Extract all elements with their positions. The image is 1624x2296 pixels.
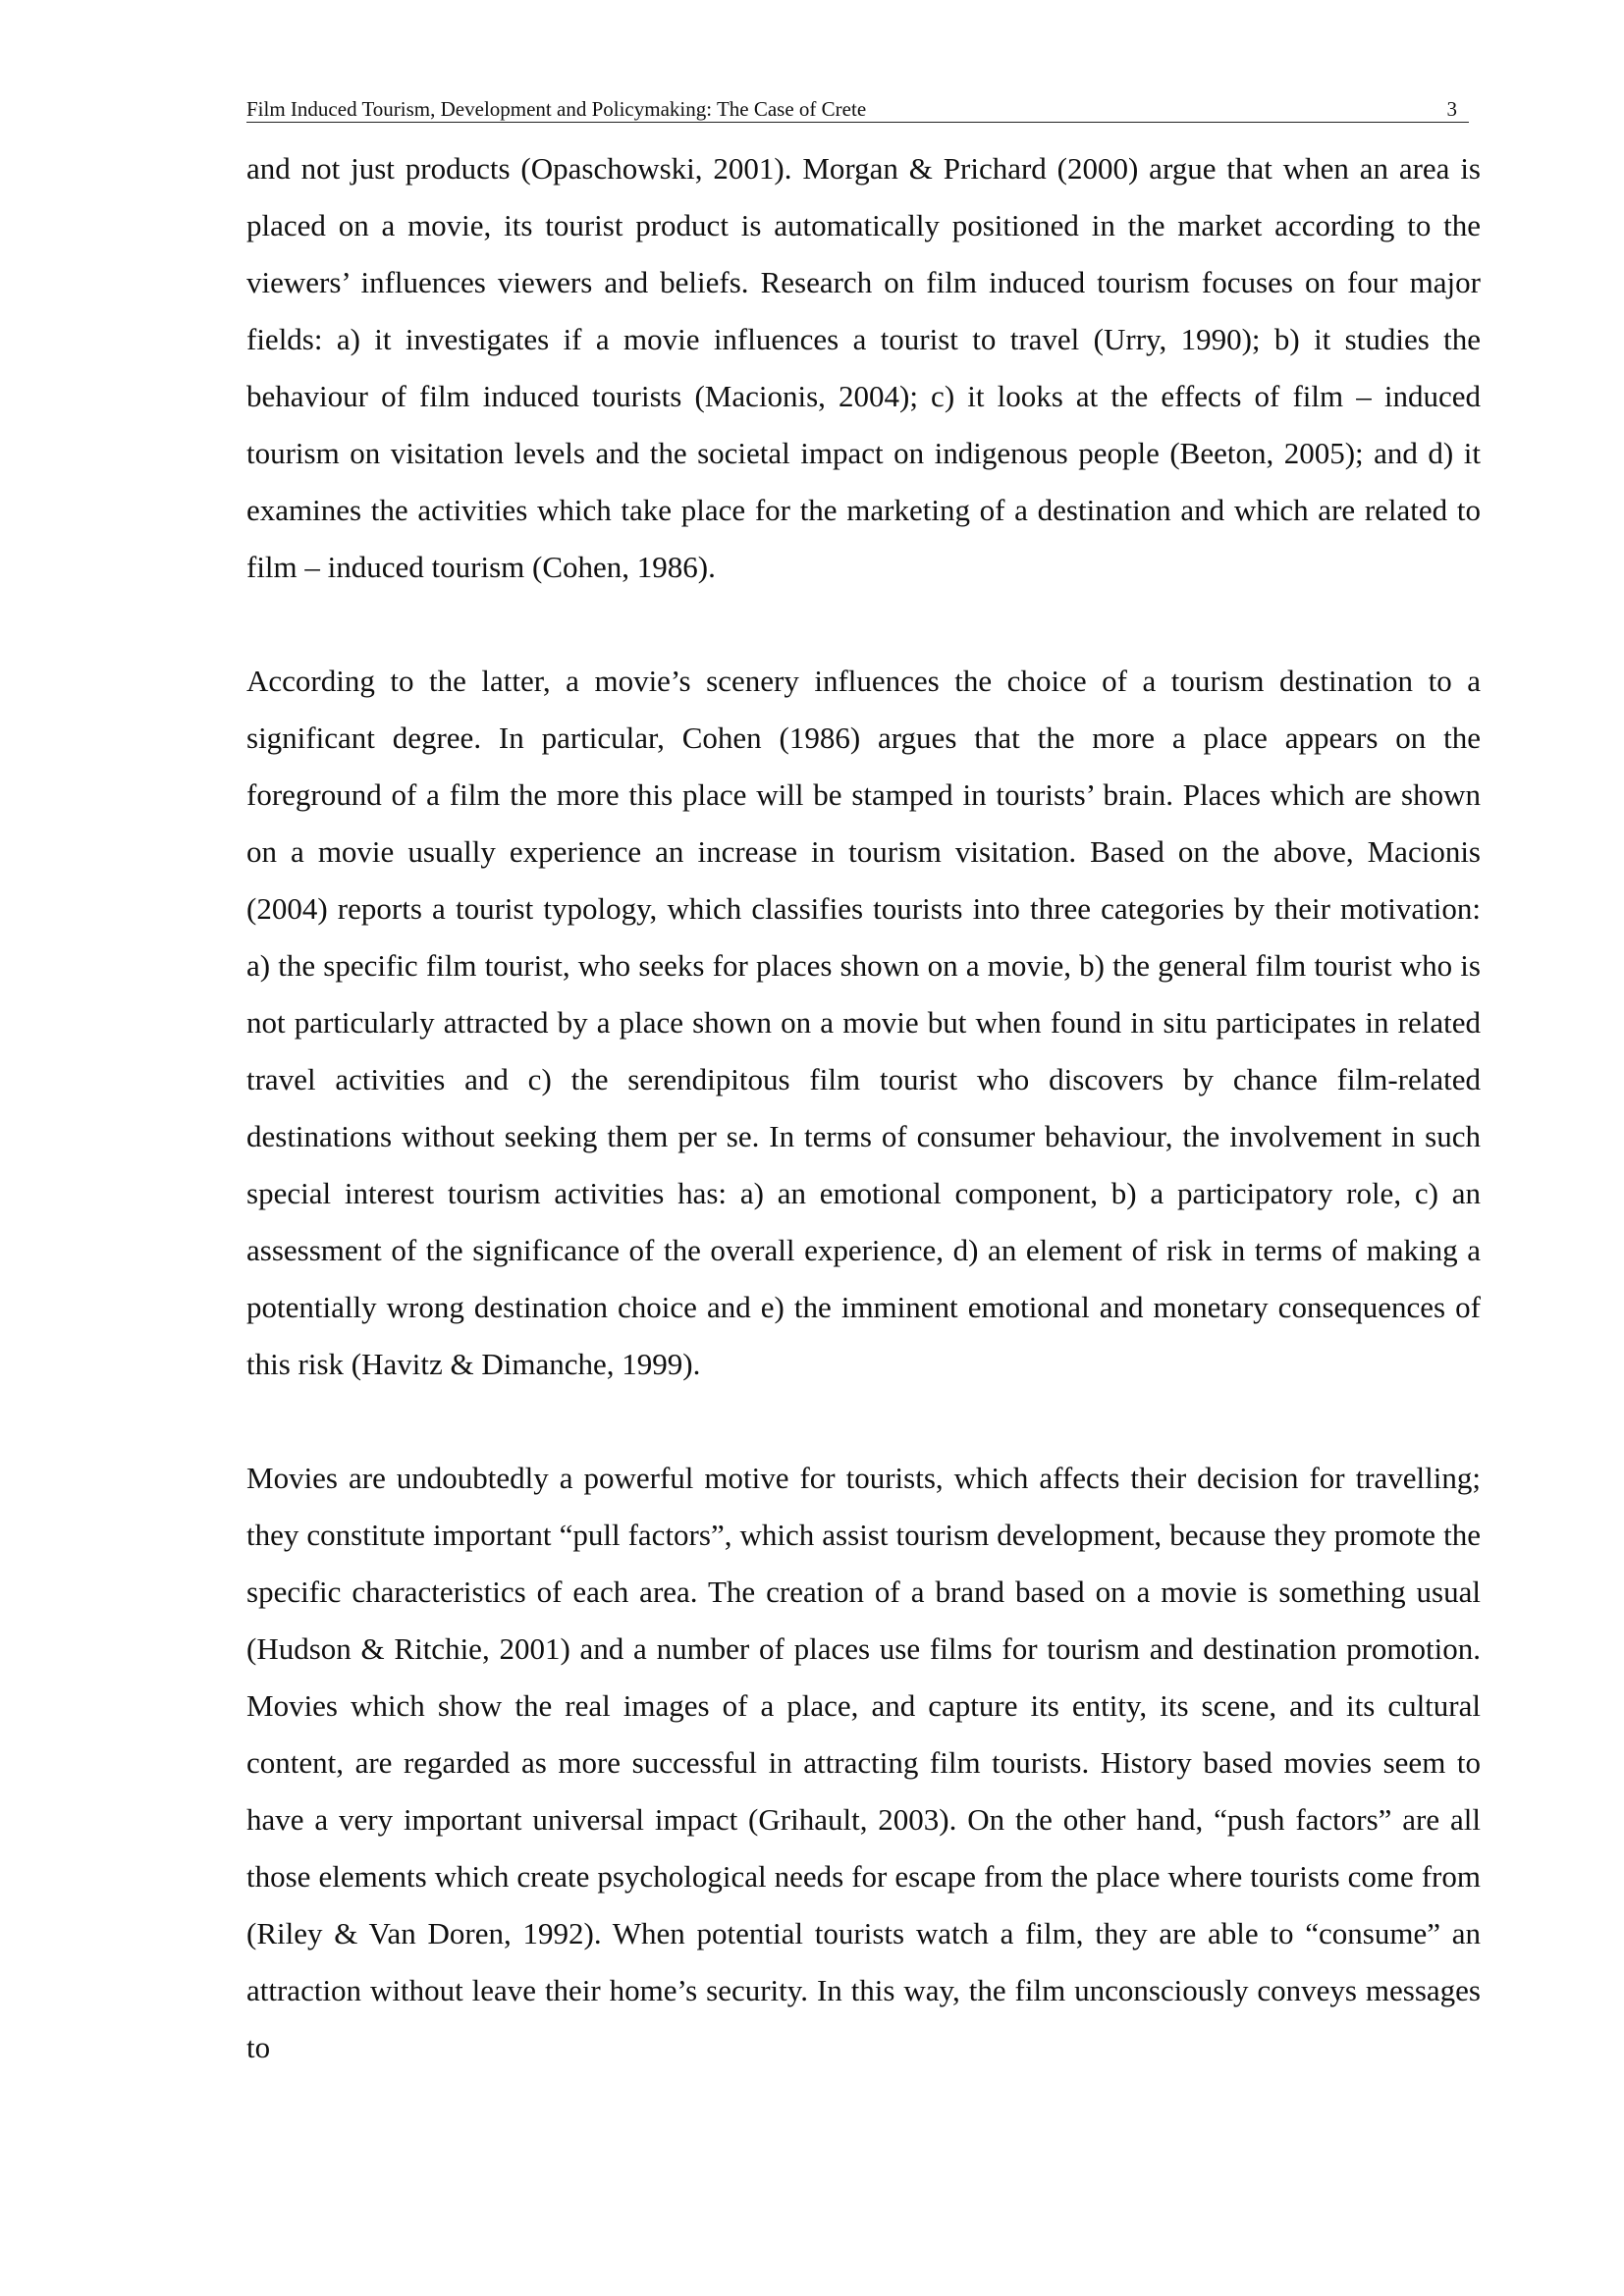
paragraph-1: and not just products (Opaschowski, 2001). Morgan & Prichard (2000) argue that when an area is placed on a movie, its tourist product is automatically positioned in the market according to the viewers’ influences viewers and beliefs. Research on film induced tourism focuses on four major fields: a) it investigates if a movie influences a tourist to travel (Urry, 1990); b) it studies the behaviour of film induced tourists (Macionis, 2004); c) it looks at the effects of film – induced tourism on visitation levels and the societal impact on indigenous people (Beeton, 2005); and d) it examines the activities which take place for the marketing of a destination and which are related to film – induced tourism (Cohen, 1986). [246,151,1481,584]
paragraph-2: According to the latter, a movie’s scenery influences the choice of a tourism destination to a significant degree. In particular, Cohen (1986) argues that the more a place appears on the foreground of a film the more this place will be stamped in tourists’ brain. Places which are shown on a movie usually experience an increase in tourism visitation. Based on the above, Macionis (2004) reports a tourist typology, which classifies tourists into three categories by their motivation: a) the specific film tourist, who seeks for places shown on a movie, b) the general film tourist who is not particularly attracted by a place shown on a movie but when found in situ participates in related travel activities and c) the serendipitous film tourist who discovers by chance film-related destinations without seeking them per se. In terms of consumer behaviour, the involvement in such special interest tourism activities has: a) an emotional component, b) a participatory role, c) an assessment of the significance of the overall experience, d) an element of risk in terms of making a potentially wrong destination choice and e) the imminent emotional and monetary consequences of this risk (Havitz & Dimanche, 1999). [246,664,1481,1381]
running-header [246,96,1469,123]
header-title: Film Induced Tourism, Development and Policymaking: The Case of Crete [246,97,867,121]
body-text [246,140,1481,2076]
paragraph-3: Movies are undoubtedly a powerful motive for tourists, which affects their decision for travelling; they constitute important “pull factors”, which assist tourism development, because they promote the specific characteristics of each area. The creation of a brand based on a movie is something usual (Hudson & Ritchie, 2001) and a number of places use films for tourism and destination promotion. Movies which show the real images of a place, and capture its entity, its scene, and its cultural content, are regarded as more successful in attracting film tourists. History based movies seem to have a very important universal impact (Grihault, 2003). On the other hand, “push factors” are all those elements which create psychological needs for escape from the place where tourists come from (Riley & Van Doren, 1992). When potential tourists watch a film, they are able to “consume” an attraction without leave their home’s security. In this way, the film unconsciously conveys messages to [246,1461,1481,2064]
page-number: 3 [1446,97,1457,121]
